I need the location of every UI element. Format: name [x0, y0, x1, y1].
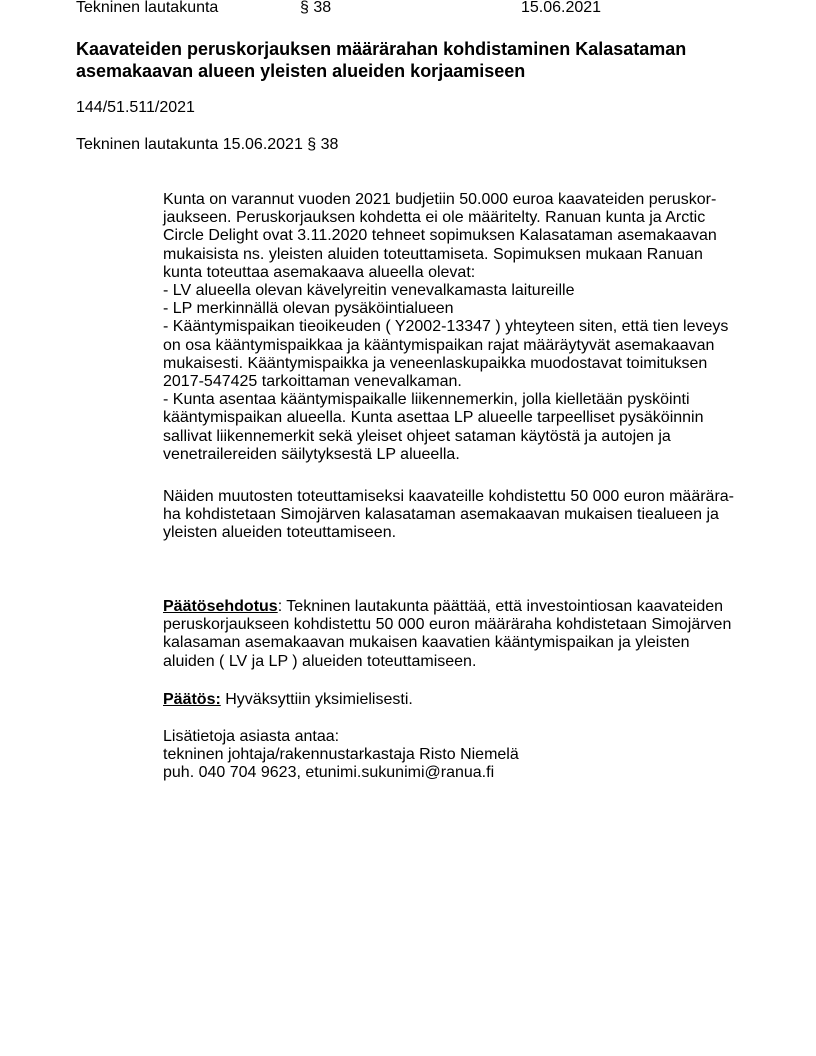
- document-title: [76, 38, 756, 82]
- intro-line: kunta toteuttaa asemakaava alueella olevat:: [163, 263, 476, 281]
- proposal-line: aluiden ( LV ja LP ) alueiden toteuttamiseen.: [163, 652, 477, 670]
- summary-paragraph: [163, 488, 753, 543]
- decision-paragraph: [163, 691, 753, 709]
- intro-line: 2017-547425 tarkoittaman venevalkaman.: [163, 373, 462, 391]
- proposal-first-line: [163, 598, 753, 616]
- intro-line: jaukseen. Peruskorjauksen kohdetta ei ole määritelty. Ranuan kunta ja Arctic: [163, 209, 706, 227]
- intro-line: mukaisista ns. yleisten aluiden toteuttamiseta. Sopimuksen mukaan Ranuan: [163, 245, 703, 263]
- summary-line: yleisten alueiden toteuttamiseen.: [163, 524, 397, 542]
- intro-line: - Kunta asentaa kääntymispaikalle liikennemerkin, jolla kielletään pysköinti: [163, 391, 690, 409]
- intro-line: - LV alueella olevan kävelyreitin venevalkamasta laitureille: [163, 282, 575, 300]
- intro-line: Circle Delight ovat 3.11.2020 tehneet sopimuksen Kalasataman asemakaavan: [163, 227, 717, 245]
- decision-line: [163, 691, 753, 709]
- header-section: § 38: [300, 0, 332, 16]
- contact-line: puh. 040 704 9623, etunimi.sukunimi@ranua.fi: [163, 764, 495, 782]
- intro-line: venetrailereiden säilytyksestä LP alueella.: [163, 445, 460, 463]
- intro-line: sallivat liikennemerkit sekä yleiset ohjeet sataman käytöstä ja autojen ja: [163, 427, 671, 445]
- proposal-label: Päätösehdotus: [163, 598, 278, 615]
- proposal-line: kalasaman asemakaavan mukaisen kaavatien kääntymispaikan ja yleisten: [163, 634, 690, 652]
- proposal-first-line-text: : Tekninen lautakunta päättää, että investointiosan kaavateiden: [277, 598, 724, 615]
- contact-line: tekninen johtaja/rakennustarkastaja Risto Niemelä: [163, 746, 519, 764]
- reference-number: 144/51.511/2021: [76, 99, 195, 116]
- intro-line: on osa kääntymispaikkaa ja kääntymispaikan rajat määräytyvät asemakaavan: [163, 336, 715, 354]
- intro-line: kääntymispaikan alueella. Kunta asettaa LP alueelle tarpeelliset pysäköinnin: [163, 409, 704, 427]
- summary-line: ha kohdistetaan Simojärven kalasataman asemakaavan mukaisen tiealueen ja: [163, 506, 719, 524]
- title-line: asemakaavan alueen yleisten alueiden korjaamiseen: [76, 61, 526, 81]
- decision-label: Päätös:: [163, 691, 221, 708]
- meeting-reference: Tekninen lautakunta 15.06.2021 § 38: [76, 136, 339, 153]
- summary-line: Näiden muutosten toteuttamiseksi kaavateille kohdistettu 50 000 euron määrära-: [163, 488, 734, 505]
- intro-line: Kunta on varannut vuoden 2021 budjetiin 50.000 euroa kaavateiden peruskor-: [163, 191, 717, 208]
- header-date: 15.06.2021: [521, 0, 602, 16]
- proposal-line: peruskorjaukseen kohdistettu 50 000 euron määräraha kohdistetaan Simojärven: [163, 616, 732, 634]
- proposal-paragraph: [163, 598, 753, 671]
- page-header: [76, 0, 776, 18]
- intro-line: mukaisesti. Kääntymispaikka ja veneenlaskupaikka muodostavat toimituksen: [163, 354, 708, 372]
- intro-line: - LP merkinnällä olevan pysäköintialueen: [163, 300, 454, 318]
- decision-text: Hyväksyttiin yksimielisesti.: [220, 691, 413, 708]
- contact-paragraph: [163, 728, 753, 783]
- header-board: Tekninen lautakunta: [76, 0, 219, 16]
- intro-paragraph: [163, 191, 753, 464]
- title-line: Kaavateiden peruskorjauksen määrärahan kohdistaminen Kalasataman: [76, 39, 687, 59]
- intro-line: - Kääntymispaikan tieoikeuden ( Y2002-13347 ) yhteyteen siten, että tien leveys: [163, 318, 729, 336]
- contact-line: Lisätietoja asiasta antaa:: [163, 728, 340, 745]
